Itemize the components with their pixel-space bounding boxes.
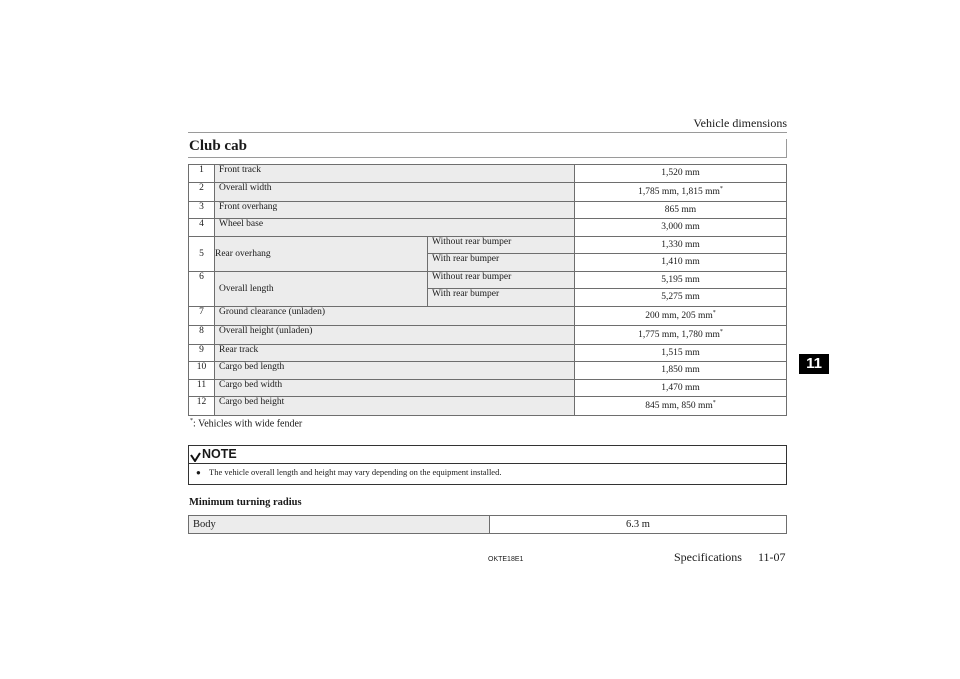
table-row bbox=[189, 236, 787, 254]
section-title: Club cab bbox=[189, 138, 247, 154]
asterisk-mark: * bbox=[719, 185, 723, 192]
table-row bbox=[189, 182, 787, 201]
row-number: 6 bbox=[189, 271, 215, 306]
note-pencil-icon bbox=[190, 449, 201, 467]
row-value: 1,520 mm bbox=[575, 165, 787, 183]
row-number: 10 bbox=[189, 362, 215, 380]
section-rule bbox=[188, 157, 787, 158]
row-value: 1,515 mm bbox=[575, 344, 787, 362]
table-row bbox=[189, 219, 787, 237]
footer-section: Specifications bbox=[674, 550, 742, 564]
row-label: Cargo bed length bbox=[215, 362, 575, 380]
row-label: Front overhang bbox=[215, 201, 575, 219]
asterisk-mark: * bbox=[712, 400, 716, 407]
row-number: 11 bbox=[189, 379, 215, 397]
row-sublabel: Without rear bumper bbox=[428, 271, 575, 289]
row-number: 1 bbox=[189, 165, 215, 183]
row-value: 200 mm, 205 mm* bbox=[575, 306, 787, 325]
header-rule bbox=[188, 132, 787, 133]
bullet-icon: ● bbox=[196, 468, 201, 477]
row-value: 845 mm, 850 mm* bbox=[575, 397, 787, 416]
row-value: 1,785 mm, 1,815 mm* bbox=[575, 182, 787, 201]
footnote-mark: * bbox=[190, 418, 193, 424]
row-label: Cargo bed height bbox=[215, 397, 575, 416]
row-number: 8 bbox=[189, 325, 215, 344]
row-value: 1,410 mm bbox=[575, 254, 787, 272]
row-value: 3,000 mm bbox=[575, 219, 787, 237]
table-row bbox=[189, 397, 787, 416]
row-number: 2 bbox=[189, 182, 215, 201]
dimensions-table bbox=[188, 164, 787, 416]
min-turning-title: Minimum turning radius bbox=[189, 497, 302, 508]
turning-radius-table bbox=[188, 515, 787, 534]
document-code: OKTE18E1 bbox=[488, 556, 524, 563]
section-rule-end bbox=[786, 139, 787, 158]
table-row bbox=[189, 306, 787, 325]
page-header-title: Vehicle dimensions bbox=[693, 116, 787, 130]
table-row bbox=[189, 271, 787, 289]
row-value: 1,775 mm, 1,780 mm* bbox=[575, 325, 787, 344]
row-number: 4 bbox=[189, 219, 215, 237]
row-label: Overall length bbox=[215, 271, 428, 306]
table-row bbox=[189, 344, 787, 362]
footnote-text: : Vehicles with wide fender bbox=[193, 418, 303, 430]
row-number: 12 bbox=[189, 397, 215, 416]
asterisk-mark: * bbox=[719, 328, 723, 335]
row-label: Front track bbox=[215, 165, 575, 183]
row-label: Wheel base bbox=[215, 219, 575, 237]
chapter-tab: 11 bbox=[799, 354, 829, 374]
row-value: 5,275 mm bbox=[575, 289, 787, 307]
row-value: 5,195 mm bbox=[575, 271, 787, 289]
row-sublabel: With rear bumper bbox=[428, 254, 575, 272]
footnote bbox=[190, 418, 302, 429]
row-number: 3 bbox=[189, 201, 215, 219]
table-row bbox=[189, 201, 787, 219]
table-row bbox=[189, 516, 787, 534]
note-header bbox=[188, 445, 787, 464]
row-sublabel: Without rear bumper bbox=[428, 236, 575, 254]
row-value: 1,330 mm bbox=[575, 236, 787, 254]
row-label: Overall width bbox=[215, 182, 575, 201]
row-value: 865 mm bbox=[575, 201, 787, 219]
row-number: 9 bbox=[189, 344, 215, 362]
note-label: NOTE bbox=[202, 447, 237, 461]
row-label: Ground clearance (unladen) bbox=[215, 306, 575, 325]
table-row bbox=[189, 165, 787, 183]
row-number: 7 bbox=[189, 306, 215, 325]
row-label: Rear track bbox=[215, 344, 575, 362]
row-label: Cargo bed width bbox=[215, 379, 575, 397]
row-number: 5 bbox=[189, 236, 215, 271]
row-label: Overall height (unladen) bbox=[215, 325, 575, 344]
asterisk-mark: * bbox=[712, 309, 716, 316]
row-label: Body bbox=[189, 516, 490, 534]
row-sublabel: With rear bumper bbox=[428, 289, 575, 307]
row-value: 1,470 mm bbox=[575, 379, 787, 397]
table-row bbox=[189, 362, 787, 380]
table-row bbox=[189, 325, 787, 344]
table-row bbox=[189, 379, 787, 397]
page-number: 11-07 bbox=[758, 550, 786, 564]
row-value: 1,850 mm bbox=[575, 362, 787, 380]
row-label: Rear overhang bbox=[215, 236, 428, 271]
row-value: 6.3 m bbox=[490, 516, 787, 534]
note-text: The vehicle overall length and height may vary depending on the equipment installed. bbox=[209, 467, 502, 477]
